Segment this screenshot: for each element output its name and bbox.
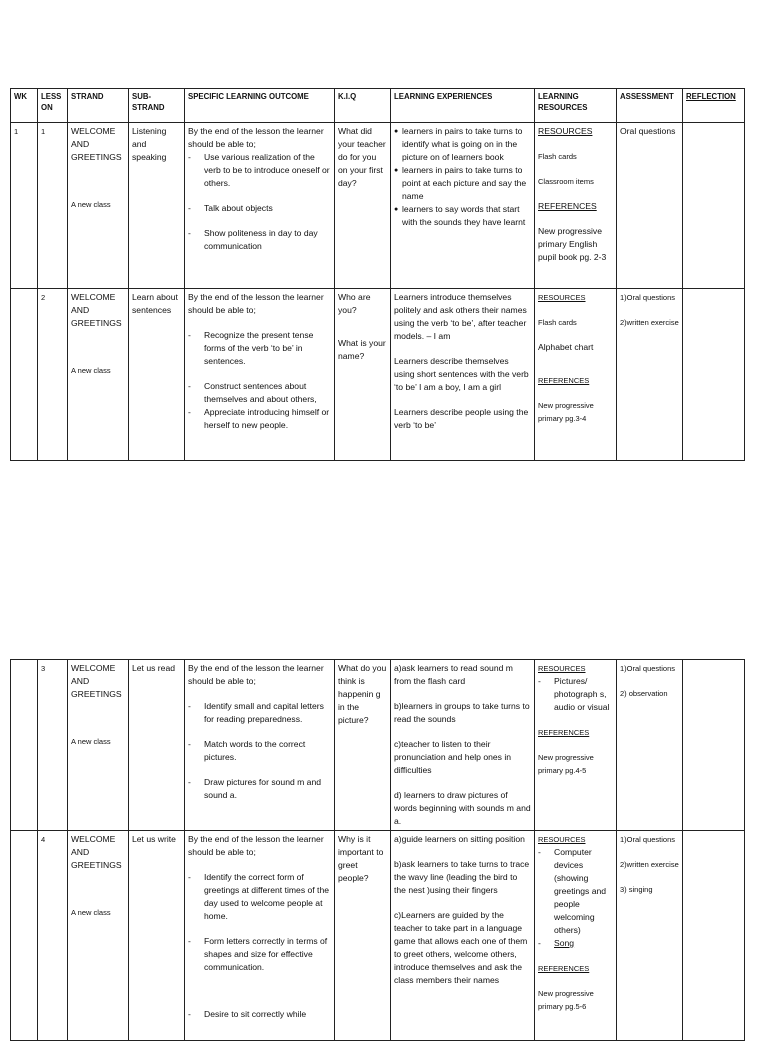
sub-strand-cell: Learn about sentences	[129, 289, 185, 461]
experiences-cell	[391, 831, 535, 1041]
experience-item: c)teacher to listen to their pronunciation and help ones in difficulties	[394, 739, 512, 775]
header-reflection: REFLECTION	[683, 89, 745, 123]
assessment-cell	[617, 289, 683, 461]
slo-item: - Identify the correct form of greetings at different times of the day used to welcome people at home.	[188, 871, 331, 923]
sub-strand-cell: Let us read	[129, 660, 185, 831]
reflection-cell	[683, 660, 745, 831]
reflection-cell	[683, 831, 745, 1041]
sub-strand-cell: Listening and speaking	[129, 123, 185, 289]
experience-item: ● learners in pairs to take turns to point at each picture and say the name	[394, 164, 531, 203]
header-sub-strand: SUB- STRAND	[129, 89, 185, 123]
slo-item: - Match words to the correct pictures.	[188, 738, 331, 764]
experiences-cell	[391, 660, 535, 831]
resource-item: - Computer devices (showing greetings and people welcoming others)	[538, 846, 613, 937]
resources-cell	[535, 831, 617, 1041]
slo-item: - Draw pictures for sound m and sound a.	[188, 776, 331, 802]
slo-item: - Appreciate introducing himself or herself to new people.	[188, 406, 331, 432]
table-row	[11, 289, 745, 461]
experience-item: a)ask learners to read sound m from the flash card	[394, 663, 513, 686]
strand-subtitle: A new class	[71, 908, 111, 917]
experience-item: c)Learners are guided by the teacher to take part in a language game that allows each one of them to greet others, welcome others, introduce themselves and ask the class members their names	[394, 910, 528, 985]
resource-item: Alphabet chart	[538, 342, 594, 352]
slo-intro: By the end of the lesson the learner should be able to;	[188, 834, 324, 857]
slo-item: - Use various realization of the verb to be to introduce oneself or others.	[188, 151, 331, 190]
slo-item: - Desire to sit correctly while	[188, 1008, 331, 1021]
assessment-item: 1)Oral questions	[620, 664, 676, 673]
strand-subtitle: A new class	[71, 366, 111, 375]
slo-cell	[185, 289, 335, 461]
references-text: New progressive primary pg.4-5	[538, 753, 594, 775]
resources-cell	[535, 289, 617, 461]
slo-item: - Show politeness in day to day communication	[188, 227, 331, 253]
strand-title: WELCOME AND GREETINGS	[71, 834, 122, 870]
header-assessment: ASSESSMENT	[617, 89, 683, 123]
references-heading: REFERENCES	[538, 964, 590, 973]
experience-item: ● learners in pairs to take turns to identify what is going on in the picture on of learners book	[394, 125, 531, 164]
experience-item: Learners describe themselves using short sentences with the verb ‘to be’ I am a boy, I am a girl	[394, 356, 529, 392]
resource-item: Flash cards	[538, 318, 577, 327]
references-heading: REFERENCES	[538, 728, 590, 737]
experience-item: b)ask learners to take turns to trace the wavy line (leading the bird to the nest )using their fingers	[394, 859, 530, 895]
resources-heading: RESOURCES	[538, 126, 593, 136]
assessment-item: 2)written exercise	[620, 318, 679, 327]
header-row	[11, 89, 745, 123]
slo-cell	[185, 831, 335, 1041]
experience-item: Learners describe people using the verb ‘to be’	[394, 407, 529, 430]
experience-item: ● learners to say words that start with the sounds they have learnt	[394, 203, 531, 229]
kiq-cell: What do you think is happenin g in the picture?	[335, 660, 391, 831]
experiences-cell	[391, 289, 535, 461]
slo-item: - Talk about objects	[188, 202, 331, 215]
header-kiq: K.I.Q	[335, 89, 391, 123]
header-slo: SPECIFIC LEARNING OUTCOME	[185, 89, 335, 123]
header-strand: STRAND	[68, 89, 129, 123]
strand-cell	[68, 123, 129, 289]
table-row	[11, 831, 745, 1041]
resources-cell	[535, 660, 617, 831]
slo-item: - Construct sentences about themselves and about others,	[188, 380, 331, 406]
resource-item: Flash cards	[538, 152, 577, 161]
references-heading: REFERENCES	[538, 376, 590, 385]
resources-cell	[535, 123, 617, 289]
resource-item: - Pictures/ photograph s, audio or visual	[538, 675, 613, 714]
slo-cell	[185, 660, 335, 831]
kiq-cell	[335, 289, 391, 461]
references-text: New progressive primary pg.3-4	[538, 401, 594, 423]
assessment-cell	[617, 831, 683, 1041]
scheme-table-page-1	[10, 88, 745, 461]
slo-item: - Recognize the present tense forms of the verb ‘to be’ in sentences.	[188, 329, 331, 368]
references-text: New progressive primary pg.5-6	[538, 989, 594, 1011]
slo-intro: By the end of the lesson the learner should be able to;	[188, 126, 324, 149]
header-lesson: LESS ON	[38, 89, 68, 123]
kiq-cell: What did your teacher do for you on your first day?	[335, 123, 391, 289]
resources-heading: RESOURCES	[538, 293, 586, 302]
slo-intro: By the end of the lesson the learner should be able to;	[188, 663, 324, 686]
sub-strand-cell: Let us write	[129, 831, 185, 1041]
strand-cell	[68, 831, 129, 1041]
lesson-cell: 1	[38, 123, 68, 289]
assessment-cell	[617, 660, 683, 831]
experience-item: a)guide learners on sitting position	[394, 834, 525, 844]
wk-cell: 1	[11, 123, 38, 289]
slo-item: - Form letters correctly in terms of shapes and size for effective communication.	[188, 935, 331, 974]
experience-item: Learners introduce themselves politely and ask others their names using the verb ‘to be’, after teacher models. – I am	[394, 292, 527, 341]
header-resources: LEARNING RESOURCES	[535, 89, 617, 123]
strand-title: WELCOME AND GREETINGS	[71, 292, 122, 328]
assessment-item: 1)Oral questions	[620, 293, 676, 302]
lesson-cell: 2	[38, 289, 68, 461]
strand-title: WELCOME AND GREETINGS	[71, 663, 122, 699]
scheme-table-page-2	[10, 659, 745, 1041]
experience-item: d) learners to draw pictures of words beginning with sounds m and a.	[394, 790, 531, 826]
table-row	[11, 660, 745, 831]
kiq-cell: Why is it important to greet people?	[335, 831, 391, 1041]
strand-title: WELCOME AND GREETINGS	[71, 126, 122, 162]
assessment-item: 1)Oral questions	[620, 835, 676, 844]
assessment-item: 3) singing	[620, 885, 653, 894]
experiences-cell	[391, 123, 535, 289]
reflection-cell	[683, 123, 745, 289]
slo-cell	[185, 123, 335, 289]
kiq-question: What is your name?	[338, 338, 386, 361]
reflection-cell	[683, 289, 745, 461]
strand-cell	[68, 660, 129, 831]
kiq-question: Who are you?	[338, 292, 371, 315]
resources-heading: RESOURCES	[538, 835, 586, 844]
strand-subtitle: A new class	[71, 200, 111, 209]
resources-heading: RESOURCES	[538, 664, 586, 673]
lesson-cell: 3	[38, 660, 68, 831]
wk-cell	[11, 289, 38, 461]
experience-item: b)learners in groups to take turns to read the sounds	[394, 701, 530, 724]
assessment-cell: Oral questions	[617, 123, 683, 289]
table-row	[11, 123, 745, 289]
resource-item: Classroom items	[538, 177, 594, 186]
slo-item: - Identify small and capital letters for reading preparedness.	[188, 700, 331, 726]
strand-subtitle: A new class	[71, 737, 111, 746]
references-text: New progressive primary English pupil book pg. 2-3	[538, 226, 607, 262]
wk-cell	[11, 660, 38, 831]
wk-cell	[11, 831, 38, 1041]
strand-cell	[68, 289, 129, 461]
resource-item: - Song	[538, 937, 613, 950]
assessment-item: 2)written exercise	[620, 860, 679, 869]
lesson-cell: 4	[38, 831, 68, 1041]
references-heading: REFERENCES	[538, 201, 597, 211]
assessment-item: 2) observation	[620, 689, 668, 698]
slo-intro: By the end of the lesson the learner should be able to;	[188, 292, 324, 315]
header-wk: WK	[11, 89, 38, 123]
header-experiences: LEARNING EXPERIENCES	[391, 89, 535, 123]
